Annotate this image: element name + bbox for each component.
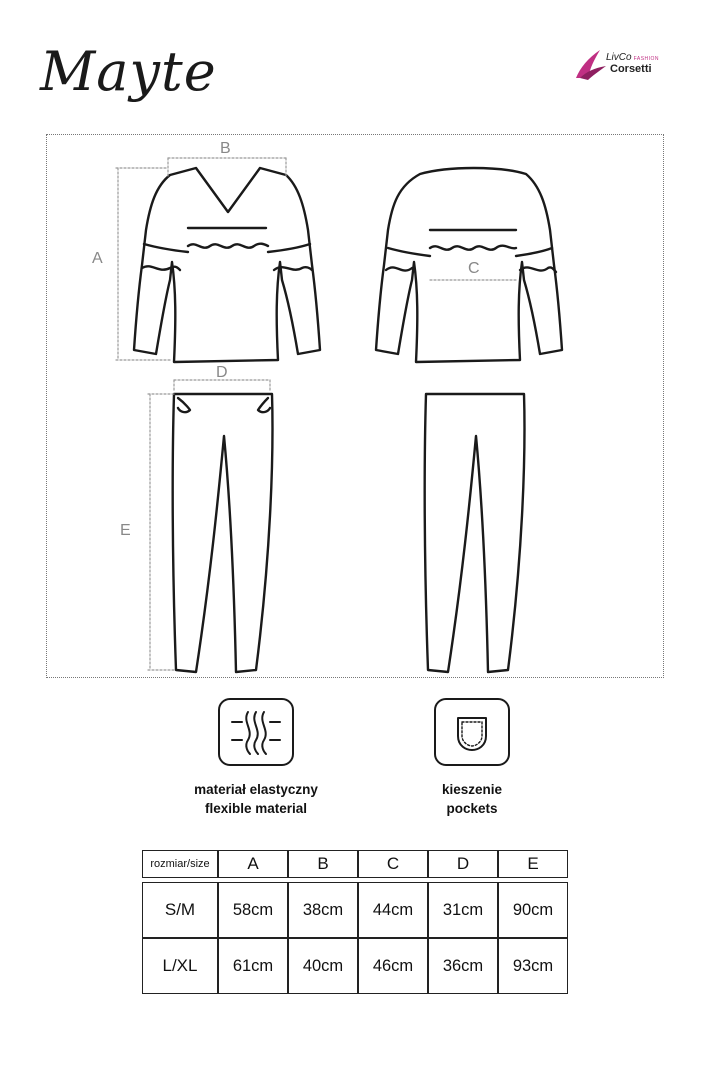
size-value: 61cm: [218, 938, 288, 994]
feature-pockets-pl: kieszenie: [441, 782, 503, 797]
table-row: [142, 938, 568, 994]
size-value: 58cm: [218, 882, 288, 938]
size-value: 44cm: [358, 882, 428, 938]
size-col-d: D: [428, 850, 498, 878]
feature-elastic-en: flexible material: [204, 801, 308, 816]
front-top-drawing: [134, 168, 320, 362]
size-label: L/XL: [142, 938, 218, 994]
size-value: 40cm: [288, 938, 358, 994]
size-col-b: B: [288, 850, 358, 878]
logo-fashion: FASHION: [633, 56, 660, 62]
table-row: [142, 882, 568, 938]
product-title: Mayte: [40, 40, 217, 103]
back-pants-drawing: [425, 394, 525, 672]
size-value: 38cm: [288, 882, 358, 938]
size-table-header-label: rozmiar/size: [142, 850, 218, 878]
pocket-icon: [436, 700, 508, 764]
size-col-e: E: [498, 850, 568, 878]
measurement-guides: [116, 158, 518, 670]
size-value: 93cm: [498, 938, 568, 994]
elastic-waves-icon: [220, 700, 292, 764]
feature-elastic-label: [160, 780, 352, 818]
size-label: S/M: [142, 882, 218, 938]
size-value: 31cm: [428, 882, 498, 938]
size-value: 46cm: [358, 938, 428, 994]
measure-label-d: D: [216, 364, 228, 381]
measure-label-a: A: [92, 250, 103, 267]
measure-label-c: C: [468, 260, 480, 277]
pockets-badge: [434, 698, 510, 766]
front-pants-drawing: [173, 394, 273, 672]
feature-pockets-label: [390, 780, 554, 818]
measure-label-b: B: [220, 140, 231, 157]
size-table-header: [142, 850, 568, 878]
logo-line-2: Corsetti: [610, 63, 652, 75]
measure-label-e: E: [120, 522, 131, 539]
feature-pockets-en: pockets: [446, 801, 498, 816]
elastic-material-badge: [218, 698, 294, 766]
size-value: 90cm: [498, 882, 568, 938]
logo-livco: LivCo: [606, 52, 632, 63]
size-col-c: C: [358, 850, 428, 878]
size-col-a: A: [218, 850, 288, 878]
size-value: 36cm: [428, 938, 498, 994]
feature-elastic-pl: materiał elastyczny: [194, 782, 318, 797]
size-table: [142, 850, 568, 994]
